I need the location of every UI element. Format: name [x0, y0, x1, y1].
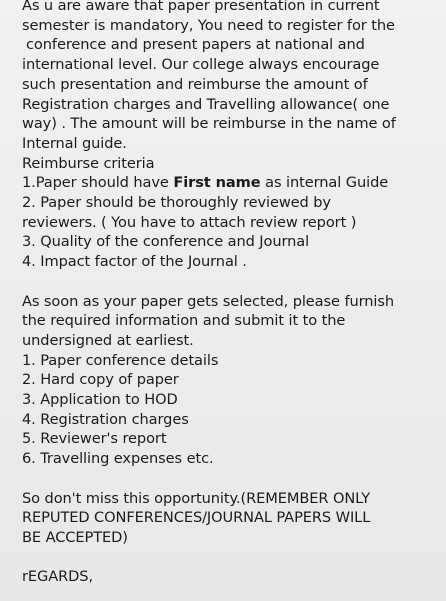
criteria-item-2-line-2: reviewers. ( You have to attach review report ): [22, 213, 357, 231]
intro-line-2: semester is mandatory, You need to register for the: [22, 16, 395, 34]
criteria-item-1: [22, 173, 442, 193]
criteria-item-1-prefix: 1.Paper should have: [22, 174, 174, 192]
intro-line-1: As u are aware that paper presentation in current: [22, 0, 380, 14]
list-item: 6. Travelling expenses etc.: [22, 450, 214, 468]
requirements-list: [22, 351, 442, 469]
list-item: 5. Reviewer's report: [22, 430, 167, 448]
criteria-heading: Reimburse criteria: [22, 154, 155, 172]
submission-paragraph: [22, 292, 442, 351]
intro-line-6: Registration charges and Travelling allowance( one: [22, 95, 390, 113]
submission-line-1: As soon as your paper gets selected, please furnish: [22, 292, 395, 310]
list-item: 2. Hard copy of paper: [22, 371, 179, 389]
regards-signoff: rEGARDS,: [22, 568, 93, 586]
criteria-item-2-line-1: 2. Paper should be thoroughly reviewed by: [22, 194, 331, 212]
criteria-item-3: 3. Quality of the conference and Journal: [22, 233, 310, 251]
spacer: [22, 469, 442, 489]
submission-line-2: the required information and submit it to the: [22, 312, 346, 330]
intro-line-3: conference and present papers at national and: [26, 36, 365, 54]
intro-line-7: way) . The amount will be reimburse in the name of: [22, 115, 396, 133]
notice-line-1: So don't miss this opportunity.(REMEMBER ONLY: [22, 489, 371, 507]
list-item: 1. Paper conference details: [22, 351, 219, 369]
spacer: [22, 272, 442, 292]
spacer: [22, 548, 442, 568]
intro-line-4: international level. Our college always encourage: [22, 56, 380, 74]
reimburse-criteria: [22, 154, 442, 272]
intro-line-8: Internal guide.: [22, 134, 127, 152]
intro-paragraph: [22, 0, 442, 154]
notice-line-3: BE ACCEPTED): [22, 528, 128, 546]
list-item: 4. Registration charges: [22, 410, 189, 428]
intro-line-5: such presentation and reimburse the amount of: [22, 75, 368, 93]
notice-paragraph: [22, 489, 442, 548]
list-item: 3. Application to HOD: [22, 391, 178, 409]
criteria-item-4: 4. Impact factor of the Journal .: [22, 253, 247, 271]
notice-line-2: REPUTED CONFERENCES/JOURNAL PAPERS WILL: [22, 509, 371, 527]
criteria-item-1-bold: First name: [173, 174, 261, 192]
submission-line-3: undersigned at earliest.: [22, 331, 194, 349]
criteria-item-1-suffix: as internal Guide: [260, 174, 389, 192]
